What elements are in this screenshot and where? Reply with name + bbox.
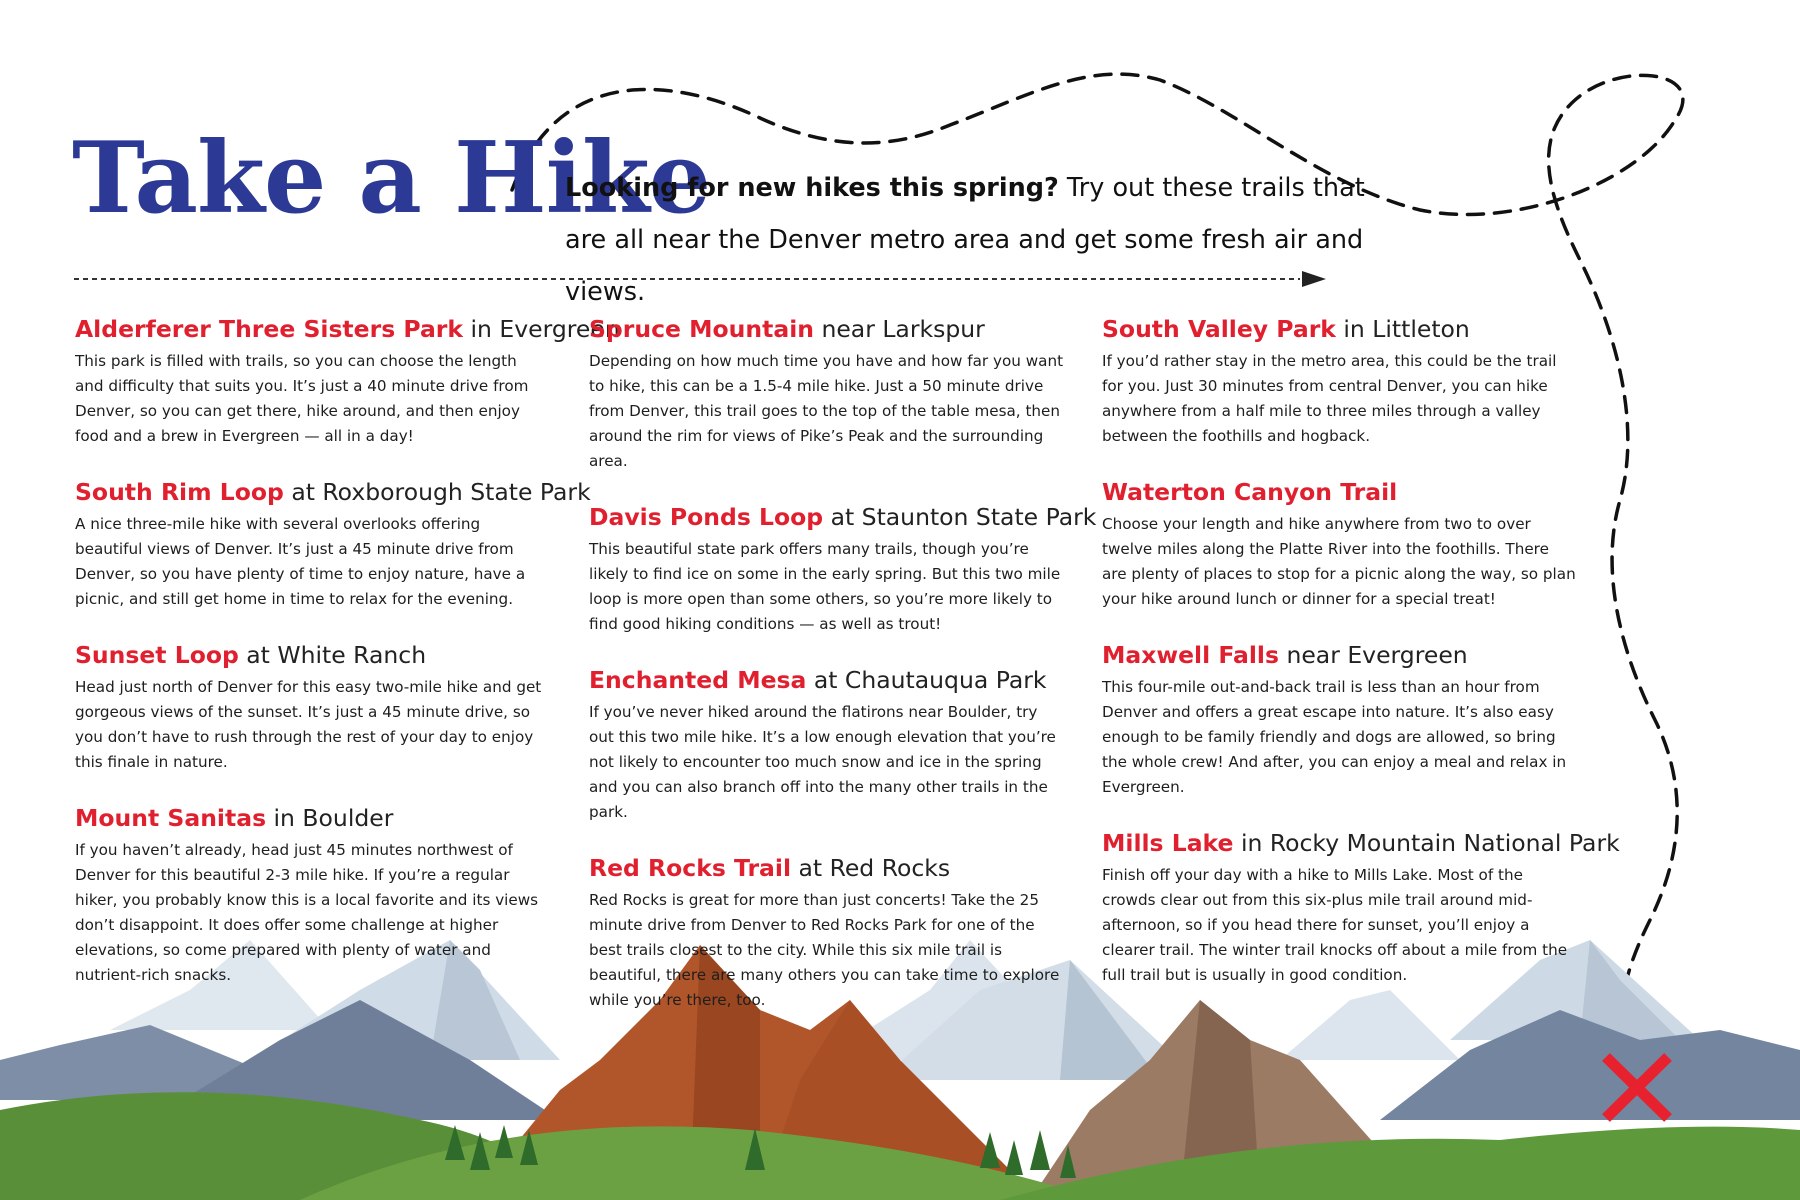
trail-name: Enchanted Mesa (589, 666, 807, 694)
trail-location: at Roxborough State Park (283, 478, 591, 506)
trail-location: near Evergreen (1278, 641, 1468, 669)
trail-description: A nice three-mile hike with several overlooks offering beautiful views of Denver. It’s just a 45 minute drive from Denver, so you have plenty of time to enjoy nature, have a picnic, and still get home in time to relax for the evening. (75, 515, 526, 608)
intro-text (565, 162, 1365, 318)
trail-description: This park is filled with trails, so you can choose the length and difficulty that suits you. It’s just a 40 minute drive from Denver, so you can get there, hike around, and then enjoy food and a brew in Evergreen — all in a day! (75, 352, 529, 445)
intro-lead: Looking for new hikes this spring? (565, 173, 1059, 203)
trail-name: Waterton Canyon Trail (1102, 478, 1398, 506)
trail-column-2 (589, 313, 1097, 1040)
trail-location: near Larkspur (813, 315, 985, 343)
trail-name: Sunset Loop (75, 641, 239, 669)
trail-column-3 (1102, 313, 1620, 1015)
trail-location: in Evergreen (463, 315, 620, 343)
trail-entry (1102, 313, 1577, 449)
intro-body: Try out these trails that are all near the Denver metro area and get some fresh air and views. (565, 173, 1365, 307)
trail-description: Depending on how much time you have and how far you want to hike, this can be a 1.5-4 mile hike. Just a 50 minute drive from Denver, this trail goes to the top of the table mesa, then around the rim for views of Pike’s Peak and the surrounding area. (589, 352, 1064, 470)
trail-name: Mills Lake (1102, 829, 1234, 857)
trail-description: This beautiful state park offers many trails, though you’re likely to find ice on some in the early spring. But this two mile loop is more open than some others, so you’re more likely to find good hiking conditions — as well as trout! (589, 540, 1061, 633)
trail-name: South Valley Park (1102, 315, 1336, 343)
trail-heading (589, 852, 1064, 884)
trail-heading (75, 802, 550, 834)
page-title: Take a Hike (72, 121, 711, 236)
trail-description: This four-mile out-and-back trail is less than an hour from Denver and offers a great escape into nature. It’s also easy enough to be family friendly and dogs are allowed, so bring the whole crew! And after, you can enjoy a meal and relax in Evergreen. (1102, 678, 1567, 796)
trail-heading (589, 664, 1064, 696)
trail-entry (75, 639, 550, 775)
trail-entry (589, 313, 1064, 474)
trail-name: Alderferer Three Sisters Park (75, 315, 464, 343)
trail-entry (589, 852, 1064, 1013)
trail-location: at Chautauqua Park (806, 666, 1047, 694)
trail-heading (75, 476, 591, 508)
trail-description: If you haven’t already, head just 45 minutes northwest of Denver for this beautiful 2-3 mile hike. If you’re a regular hiker, you probably know this is a local favorite and its views don’t disappoint. It does offer some challenge at higher elevations, so come prepared with plenty of water and nutrient-rich snacks. (75, 841, 539, 984)
slate-mountain (1380, 1010, 1800, 1120)
trail-location: at White Ranch (238, 641, 427, 669)
trail-entry (75, 313, 620, 449)
trail-heading (1102, 313, 1577, 345)
trail-column-1 (75, 313, 620, 1015)
trail-description: If you’ve never hiked around the flatirons near Boulder, try out this two mile hike. It’s a low enough elevation that you’re not likely to encounter too much snow and ice in the spring and you can also branch off into the many other trails in the park. (589, 703, 1056, 821)
trail-name: Red Rocks Trail (589, 854, 792, 882)
trail-entry (75, 802, 550, 988)
trail-description: Red Rocks is great for more than just concerts! Take the 25 minute drive from Denver to Red Rocks Park for one of the best trails closest to the city. While this six mile trail is beautiful, there are many others you can take time to explore while you’re there, too. (589, 891, 1060, 1009)
trail-entry (1102, 476, 1577, 612)
trail-location: at Staunton State Park (823, 503, 1097, 531)
trail-heading (1102, 476, 1577, 508)
trail-heading (1102, 827, 1620, 859)
trail-description: If you’d rather stay in the metro area, this could be the trail for you. Just 30 minutes from central Denver, you can hike anywhere from a half mile to three miles through a valley between the foothills and hogback. (1102, 352, 1557, 445)
trail-heading (589, 313, 1064, 345)
trail-name: Mount Sanitas (75, 804, 267, 832)
trail-entry (75, 476, 591, 612)
trail-description: Finish off your day with a hike to Mills Lake. Most of the crowds clear out from this six-plus mile trail around mid-afternoon, so if you head there for sunset, you’ll enjoy a clearer trail. The winter trail knocks off about a mile from the full trail but is usually in good condition. (1102, 866, 1568, 984)
trail-name: Spruce Mountain (589, 315, 814, 343)
trail-entry (589, 501, 1097, 637)
trail-heading (75, 639, 550, 671)
trail-name: Maxwell Falls (1102, 641, 1279, 669)
trail-entry (1102, 639, 1577, 800)
trail-location: in Boulder (266, 804, 394, 832)
trail-heading (589, 501, 1097, 533)
trail-heading (1102, 639, 1577, 671)
trail-location: at Red Rocks (791, 854, 951, 882)
trail-location: in Littleton (1335, 315, 1470, 343)
trail-description: Choose your length and hike anywhere from two to over twelve miles along the Platte River into the foothills. There are plenty of places to stop for a picnic along the way, so plan your hike around lunch or dinner for a special treat! (1102, 515, 1576, 608)
trail-name: Davis Ponds Loop (589, 503, 824, 531)
trail-name: South Rim Loop (75, 478, 284, 506)
trail-entry (589, 664, 1064, 825)
trail-entry (1102, 827, 1620, 988)
trail-location: in Rocky Mountain National Park (1233, 829, 1620, 857)
trail-description: Head just north of Denver for this easy two-mile hike and get gorgeous views of the sunset. It’s just a 45 minute drive, so you don’t have to rush through the rest of your day to enjoy this finale in nature. (75, 678, 542, 771)
trail-heading (75, 313, 620, 345)
